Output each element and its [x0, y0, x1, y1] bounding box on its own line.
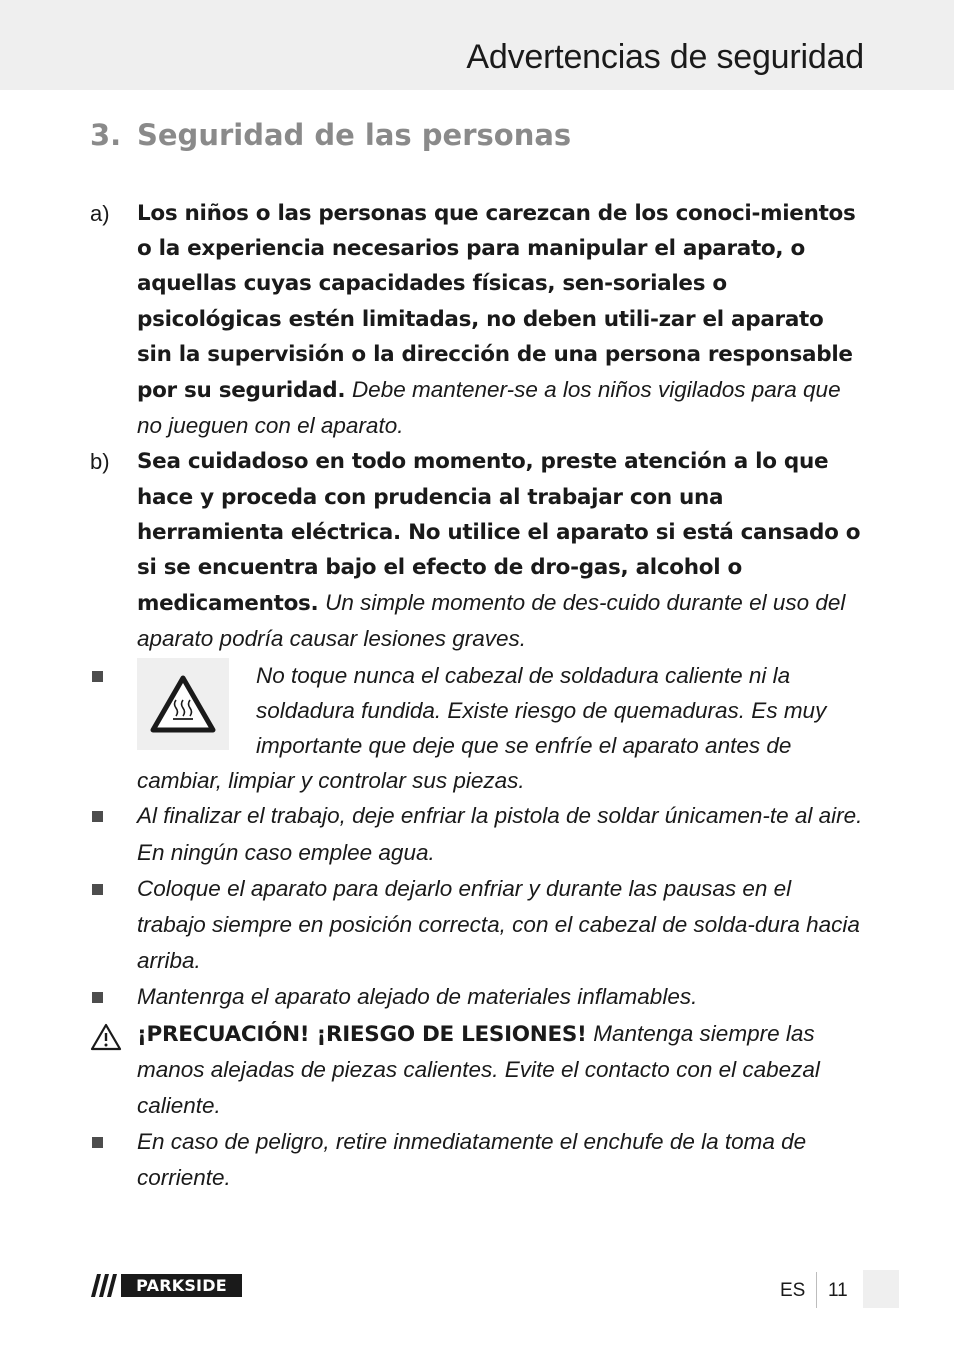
square-bullet [92, 884, 103, 895]
logo-slashes-icon [91, 1274, 121, 1297]
list-marker-a: a) [90, 201, 110, 226]
item-b-bold-text: Sea cuidadoso en todo momento, preste atención a lo que hace y proceda con prudencia al trabajar con una herramienta eléctrica. No utilice el aparato si está cansado o si se encuentra bajo el efecto de dro-gas, alcohol o medicamentos. [137, 449, 861, 617]
square-bullet [92, 811, 103, 822]
square-bullet [92, 671, 103, 682]
item-a-italic-text: Debe mantener-se a los niños vigilados para que no jueguen con el aparato. [137, 377, 841, 439]
item-flammables-text: Mantenrga el aparato alejado de materiales inflamables. [137, 984, 698, 1010]
item-danger-text: En caso de peligro, retire inmediatamente el enchufe de la toma de corriente. [137, 1129, 807, 1191]
caution-triangle-icon [90, 1023, 122, 1062]
list-item-hot-surface [90, 658, 865, 799]
section-heading [90, 118, 571, 152]
section-title: Seguridad de las personas [137, 118, 572, 152]
item-cooling-text: Al finalizar el trabajo, deje enfriar la pistola de soldar únicamen-te al aire. En ningún caso emplee agua. [137, 803, 863, 865]
item-b-italic-text: Un simple momento de des-cuido durante el uso del aparato podría causar lesiones graves. [137, 590, 846, 652]
section-number: 3. [90, 118, 122, 152]
item-caution-italic-text: Mantenga siempre las manos alejadas de piezas calientes. Evite el contacto con el cabezal caliente. [137, 1020, 820, 1119]
square-bullet [92, 1137, 103, 1148]
item-caution-bold-text: ¡PRECUACIÓN! ¡RIESGO DE LESIONES! [137, 1021, 587, 1047]
list-item-a [90, 196, 865, 444]
page-number: 11 [828, 1280, 848, 1301]
item-hot-surface-text: No toque nunca el cabezal de soldadura caliente ni la soldadura fundida. Existe riesgo de quemaduras. Es muy importante que deje que se enfríe el aparato antes de cambiar, limpiar y controlar sus piezas. [137, 662, 827, 794]
list-item-danger [90, 1124, 865, 1196]
square-bullet [92, 992, 103, 1003]
list-item-b [90, 444, 865, 657]
item-position-text: Coloque el aparato para dejarlo enfriar y durante las pausas en el trabajo siempre en posición correcta, con el cabezal de solda-dura hacia arriba. [137, 875, 860, 974]
content-body [90, 196, 865, 1197]
logo-brand-text: PARKSIDE [136, 1276, 227, 1295]
hot-surface-warning-icon [137, 658, 229, 750]
list-marker-b: b) [90, 449, 110, 475]
footer-language: ES [780, 1280, 806, 1301]
footer-divider [816, 1272, 817, 1308]
item-a-bold-text: Los niños o las personas que carezcan de los conoci-mientos o la experiencia necesarios para manipular el aparato, o aquellas cuyas capacidades físicas, sen-soriales o psicológicas estén limitadas, no deben utili-zar el aparato sin la supervisión o la dirección de una persona responsable por su seguridad. [137, 201, 856, 404]
list-item-position [90, 871, 865, 980]
footer-tab [863, 1270, 899, 1308]
list-item-flammables [90, 979, 865, 1015]
list-item-caution [90, 1016, 865, 1125]
parkside-logo [91, 1274, 242, 1297]
page-title: Advertencias de seguridad [466, 38, 864, 76]
list-item-cooling [90, 798, 865, 870]
